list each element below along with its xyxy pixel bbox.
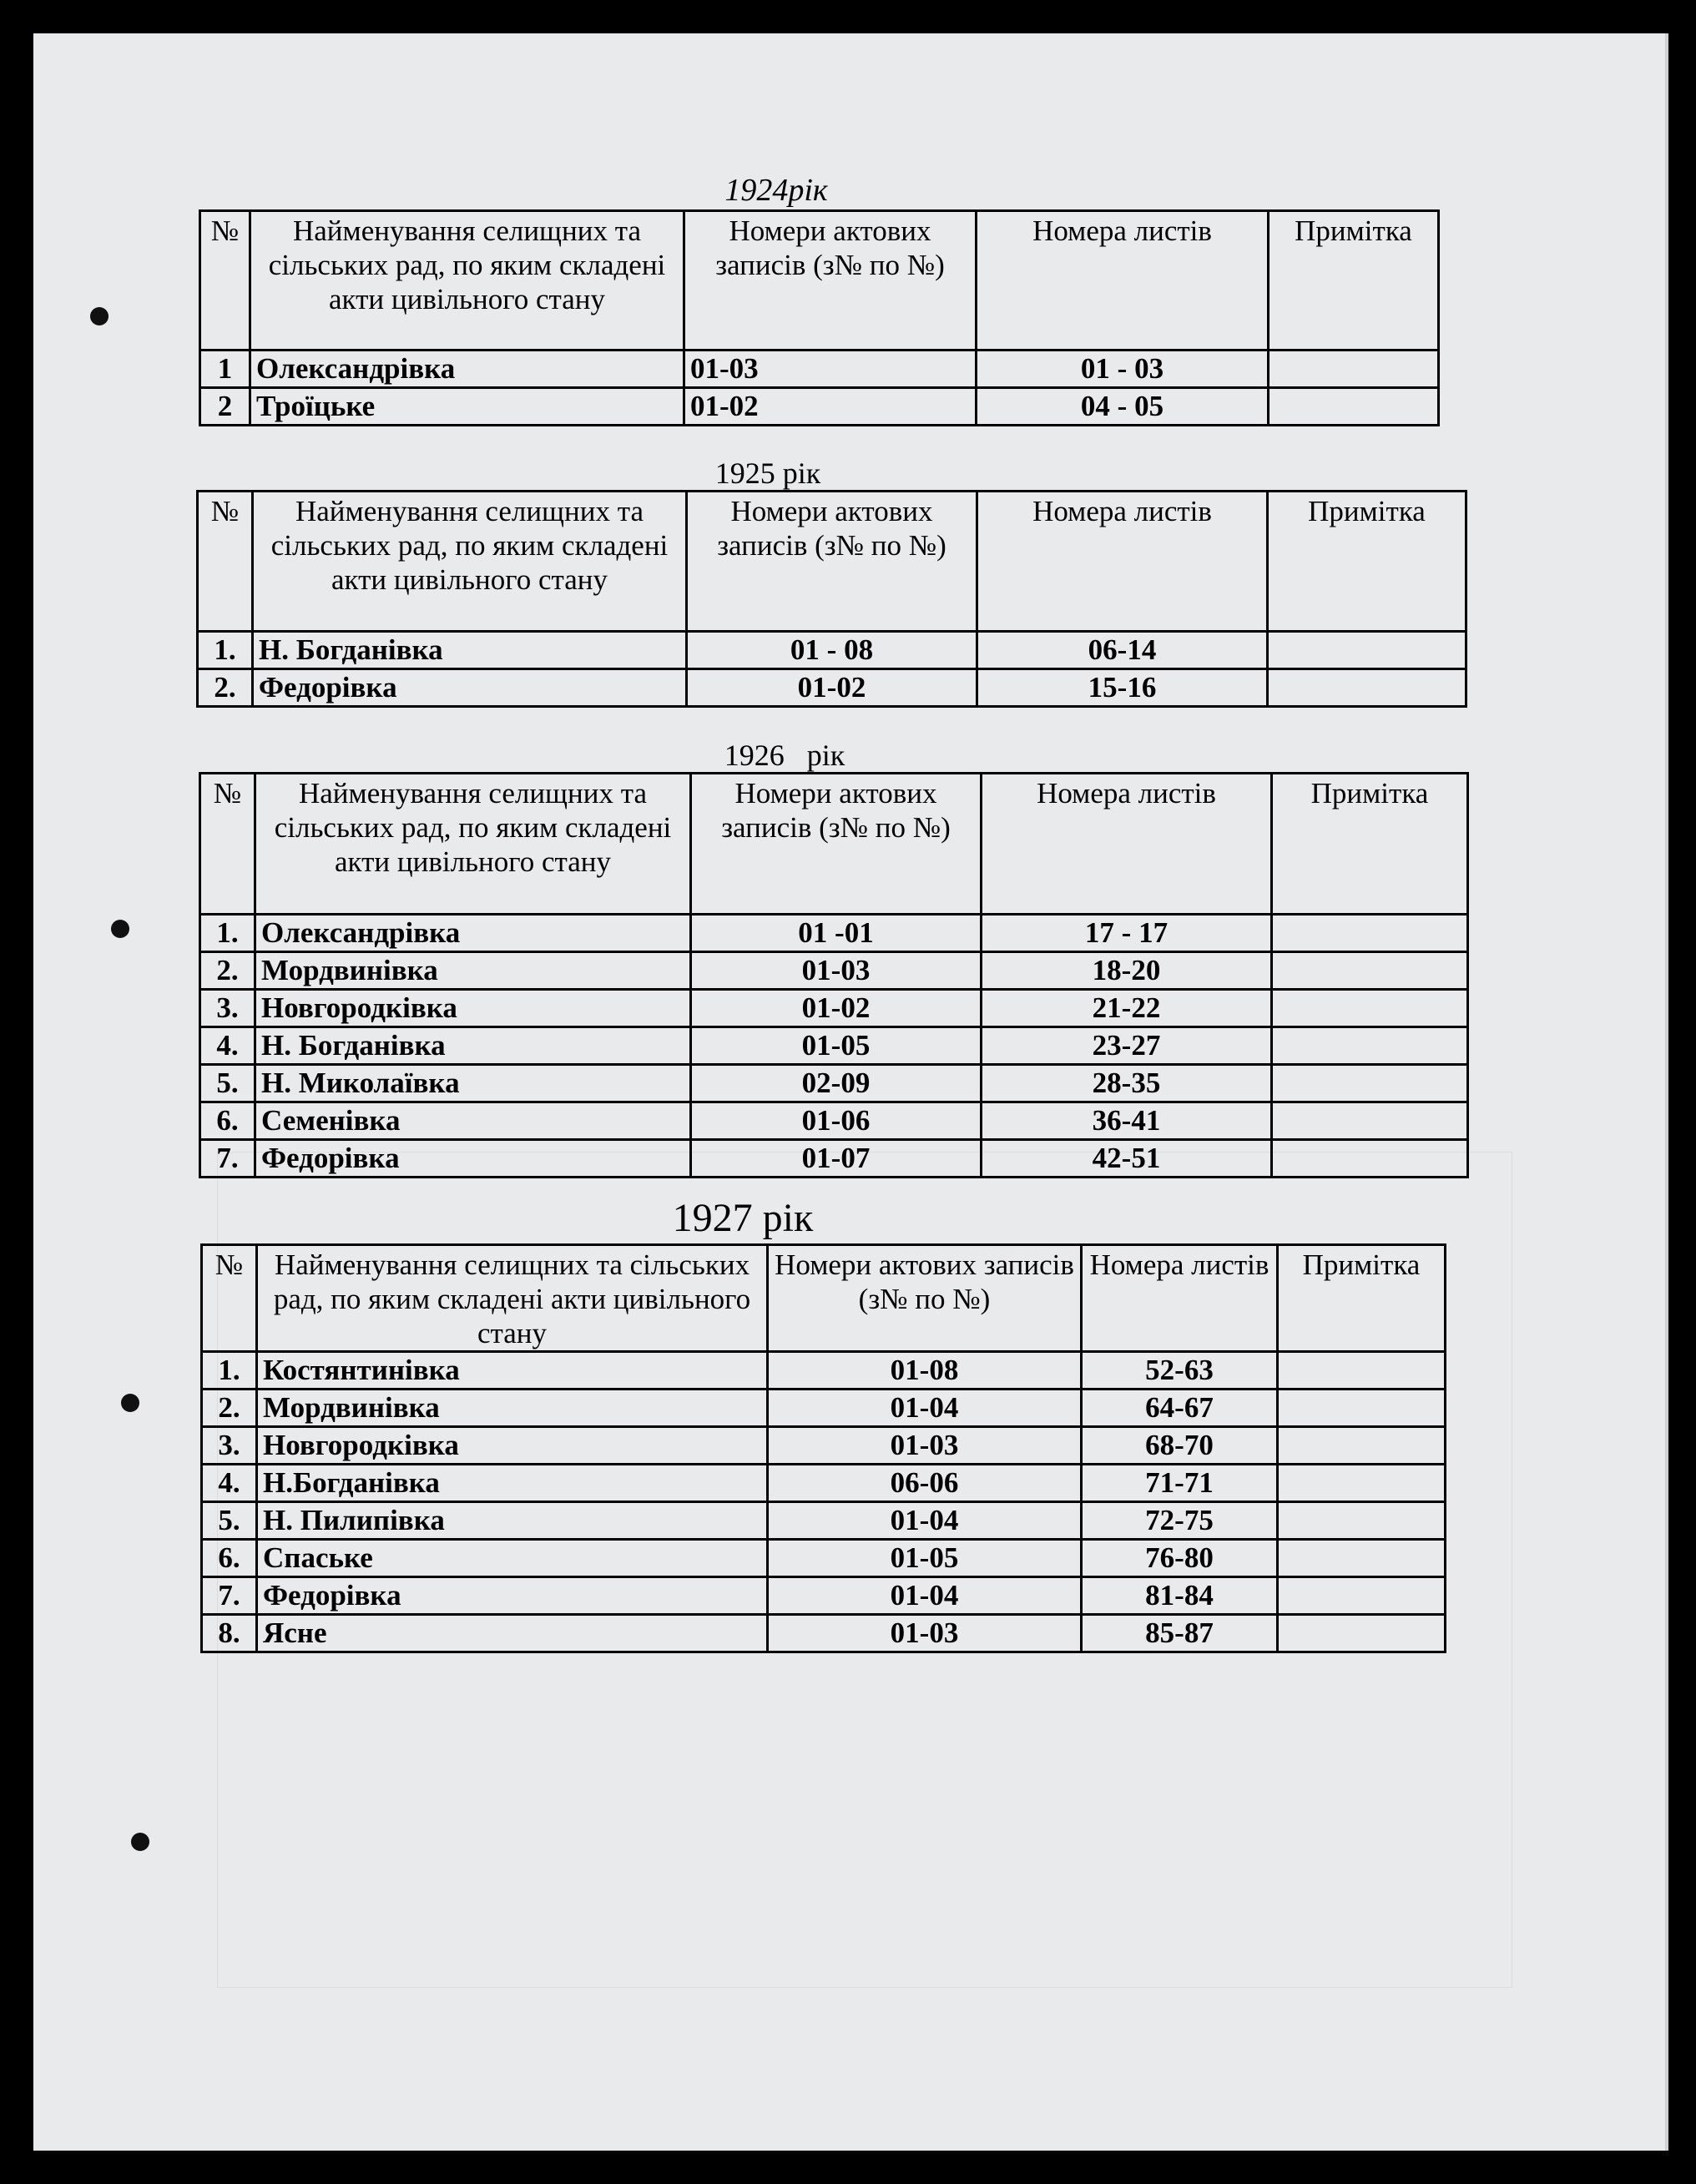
- record-range: 02-09: [691, 1065, 982, 1102]
- record-range: 06-06: [768, 1465, 1082, 1502]
- record-range: 01-03: [691, 952, 982, 990]
- record-range: 01-04: [768, 1390, 1082, 1427]
- record-range: 01-06: [691, 1102, 982, 1140]
- table-row: [200, 388, 1439, 426]
- council-name: Мордвинівка: [255, 952, 691, 990]
- table-row: [200, 1140, 1468, 1178]
- table-row: [202, 1540, 1446, 1577]
- year-heading: 1927 рік: [672, 1196, 814, 1240]
- sheet-range: 76-80: [1082, 1540, 1278, 1577]
- sheet-range: 18-20: [982, 952, 1272, 990]
- table-row: [202, 1577, 1446, 1615]
- header-name: Найменування селищних та сільських рад, по яким складені акти цивільного стану: [255, 774, 691, 915]
- table-row: [198, 669, 1466, 707]
- record-range: 01-05: [691, 1027, 982, 1065]
- sheet-range: 81-84: [1082, 1577, 1278, 1615]
- record-range: 01-05: [768, 1540, 1082, 1577]
- note-cell: [1269, 351, 1439, 388]
- note-cell: [1272, 1140, 1468, 1178]
- sheet-range: 17 - 17: [982, 915, 1272, 952]
- note-cell: [1278, 1502, 1446, 1540]
- note-cell: [1278, 1465, 1446, 1502]
- year-heading: 1924рік: [724, 173, 828, 208]
- header-note: Примітка: [1268, 492, 1466, 632]
- sheet-range: 01 - 03: [977, 351, 1269, 388]
- row-number: 2.: [200, 952, 255, 990]
- note-cell: [1278, 1615, 1446, 1652]
- row-number: 7.: [202, 1577, 257, 1615]
- note-cell: [1268, 669, 1466, 707]
- row-number: 4.: [202, 1465, 257, 1502]
- council-name: Федорівка: [255, 1140, 691, 1178]
- row-number: 3.: [200, 990, 255, 1027]
- note-cell: [1269, 388, 1439, 426]
- note-cell: [1278, 1352, 1446, 1390]
- council-name: Федорівка: [253, 669, 687, 707]
- note-cell: [1272, 915, 1468, 952]
- table-row: [202, 1615, 1446, 1652]
- record-range: 01-04: [768, 1577, 1082, 1615]
- header-sheets: Номера листів: [977, 211, 1269, 351]
- punch-hole: [121, 1394, 139, 1412]
- record-range: 01-03: [768, 1427, 1082, 1465]
- council-name: Н.Богданівка: [257, 1465, 768, 1502]
- header-note: Примітка: [1278, 1245, 1446, 1352]
- table-row: [200, 1102, 1468, 1140]
- sheet-range: 85-87: [1082, 1615, 1278, 1652]
- council-name: Новгородківка: [255, 990, 691, 1027]
- note-cell: [1278, 1540, 1446, 1577]
- header-records: Номери актових записів (з№ по №): [691, 774, 982, 915]
- record-range: 01-02: [684, 388, 977, 426]
- council-name: Н. Богданівка: [253, 632, 687, 669]
- header-num: №: [202, 1245, 257, 1352]
- row-number: 2: [200, 388, 250, 426]
- header-sheets: Номера листів: [1082, 1245, 1278, 1352]
- row-number: 1.: [198, 632, 253, 669]
- council-name: Новгородківка: [257, 1427, 768, 1465]
- record-range: 01-03: [684, 351, 977, 388]
- record-range: 01-07: [691, 1140, 982, 1178]
- council-name: Н. Миколаївка: [255, 1065, 691, 1102]
- note-cell: [1272, 1065, 1468, 1102]
- row-number: 5.: [202, 1502, 257, 1540]
- note-cell: [1272, 952, 1468, 990]
- sheet-range: 64-67: [1082, 1390, 1278, 1427]
- table-row: [202, 1352, 1446, 1390]
- council-name: Н. Пилипівка: [257, 1502, 768, 1540]
- sheet-range: 21-22: [982, 990, 1272, 1027]
- sheet-range: 36-41: [982, 1102, 1272, 1140]
- table-row: [200, 915, 1468, 952]
- row-number: 2.: [202, 1390, 257, 1427]
- punch-hole: [111, 920, 129, 938]
- sheet-range: 28-35: [982, 1065, 1272, 1102]
- sheet-range: 71-71: [1082, 1465, 1278, 1502]
- header-sheets: Номера листів: [977, 492, 1268, 632]
- row-number: 6.: [202, 1540, 257, 1577]
- record-range: 01 -01: [691, 915, 982, 952]
- record-range: 01-03: [768, 1615, 1082, 1652]
- council-name: Мордвинівка: [257, 1390, 768, 1427]
- header-num: №: [200, 211, 250, 351]
- table-row: [200, 990, 1468, 1027]
- table-row: [202, 1390, 1446, 1427]
- row-number: 3.: [202, 1427, 257, 1465]
- row-number: 8.: [202, 1615, 257, 1652]
- punch-hole: [90, 307, 109, 325]
- year-heading: 1926 рік: [724, 739, 845, 772]
- register-table-1925: [196, 490, 1467, 708]
- council-name: Троїцьке: [250, 388, 684, 426]
- row-number: 7.: [200, 1140, 255, 1178]
- header-note: Примітка: [1269, 211, 1439, 351]
- table-row: [200, 1065, 1468, 1102]
- table-row: [200, 1027, 1468, 1065]
- note-cell: [1272, 990, 1468, 1027]
- header-name: Найменування селищних та сільських рад, по яким складені акти цивільного стану: [257, 1245, 768, 1352]
- council-name: Костянтинівка: [257, 1352, 768, 1390]
- row-number: 6.: [200, 1102, 255, 1140]
- register-table-1926: [199, 772, 1469, 1178]
- record-range: 01 - 08: [687, 632, 977, 669]
- sheet-range: 68-70: [1082, 1427, 1278, 1465]
- sheet-range: 15-16: [977, 669, 1268, 707]
- note-cell: [1272, 1027, 1468, 1065]
- note-cell: [1278, 1390, 1446, 1427]
- register-table-1924: [199, 209, 1440, 426]
- table-row: [198, 632, 1466, 669]
- table-row: [202, 1465, 1446, 1502]
- sheet-range: 06-14: [977, 632, 1268, 669]
- punch-hole: [131, 1833, 149, 1851]
- table-row: [200, 952, 1468, 990]
- header-records: Номери актових записів (з№ по №): [768, 1245, 1082, 1352]
- council-name: Федорівка: [257, 1577, 768, 1615]
- table-row: [202, 1427, 1446, 1465]
- row-number: 5.: [200, 1065, 255, 1102]
- note-cell: [1272, 1102, 1468, 1140]
- table-row: [200, 351, 1439, 388]
- note-cell: [1278, 1577, 1446, 1615]
- record-range: 01-02: [691, 990, 982, 1027]
- council-name: Спаське: [257, 1540, 768, 1577]
- header-name: Найменування селищних та сільських рад, по яким складені акти цивільного стану: [253, 492, 687, 632]
- council-name: Н. Богданівка: [255, 1027, 691, 1065]
- header-records: Номери актових записів (з№ по №): [687, 492, 977, 632]
- register-table-1927: [200, 1243, 1446, 1653]
- sheet-range: 23-27: [982, 1027, 1272, 1065]
- header-records: Номери актових записів (з№ по №): [684, 211, 977, 351]
- note-cell: [1268, 632, 1466, 669]
- table-row: [202, 1502, 1446, 1540]
- record-range: 01-08: [768, 1352, 1082, 1390]
- year-heading: 1925 рік: [714, 456, 821, 490]
- note-cell: [1278, 1427, 1446, 1465]
- record-range: 01-04: [768, 1502, 1082, 1540]
- record-range: 01-02: [687, 669, 977, 707]
- row-number: 2.: [198, 669, 253, 707]
- row-number: 1.: [200, 915, 255, 952]
- row-number: 1.: [202, 1352, 257, 1390]
- council-name: Ясне: [257, 1615, 768, 1652]
- row-number: 4.: [200, 1027, 255, 1065]
- header-num: №: [198, 492, 253, 632]
- sheet-range: 04 - 05: [977, 388, 1269, 426]
- header-name: Найменування селищних та сільських рад, по яким складені акти цивільного стану: [250, 211, 684, 351]
- header-sheets: Номера листів: [982, 774, 1272, 915]
- row-number: 1: [200, 351, 250, 388]
- header-num: №: [200, 774, 255, 915]
- header-note: Примітка: [1272, 774, 1468, 915]
- sheet-range: 52-63: [1082, 1352, 1278, 1390]
- council-name: Семенівка: [255, 1102, 691, 1140]
- council-name: Олександрівка: [250, 351, 684, 388]
- sheet-range: 72-75: [1082, 1502, 1278, 1540]
- council-name: Олександрівка: [255, 915, 691, 952]
- sheet-range: 42-51: [982, 1140, 1272, 1178]
